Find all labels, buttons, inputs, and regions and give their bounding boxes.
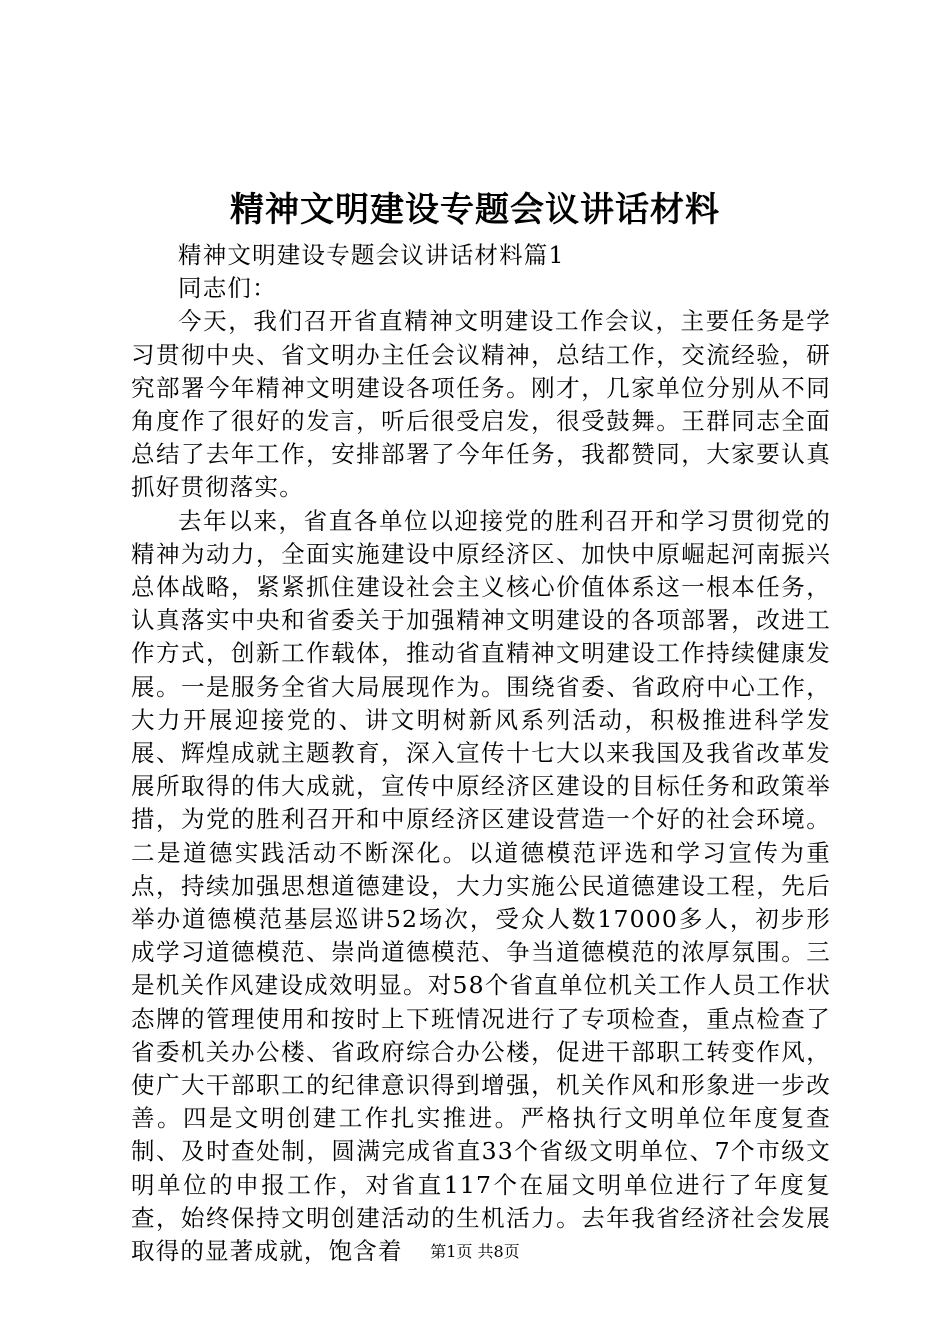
salutation-line: 同志们： (178, 274, 277, 303)
paragraph: 今天，我们召开省直精神文明建设工作会议，主要任务是学习贯彻中央、省文明办主任会议精神，总结工作，交流经验，研究部署今年精神文明建设各项任务。刚才，几家单位分别从不同角度作了很好的发言，听后很受启发，很受鼓舞。王群同志全面总结了去年工作，安排部署了今年任务，我都赞同，大家要认真抓好贯彻落实。 (131, 307, 831, 502)
page-footer: 第1页 共8页 (430, 1242, 520, 1261)
paragraph: 去年以来，省直各单位以迎接党的胜利召开和学习贯彻党的精神为动力，全面实施建设中原经济区、加快中原崛起河南振兴总体战略，紧紧抓住建设社会主义核心价值体系这一根本任务，认真落实中央和省委关于加强精神文明建设的各项部署，改进工作方式，创新工作载体，推动省直精神文明建设工作持续健康发展。一是服务全省大局展现作为。围绕省委、省政府中心工作，大力开展迎接党的、讲文明树新风系列活动，积极推进科学发展、辉煌成就主题教育，深入宣传十七大以来我国及我省改革发展所取得的伟大成就，宣传中原经济区建设的目标任务和政策举措，为党的胜利召开和中原经济区建设营造一个好的社会环境。二是道德实践活动不断深化。以道德模范评选和学习宣传为重点，持续加强思想道德建设，大力实施公民道德建设工程，先后举办道德模范基层巡讲52场次，受众人数17000多人，初步形成学习道德模范、崇尚道德模范、争当道德模范的浓厚氛围。三是机关作风建设成效明显。对58个省直单位机关工作人员工作状态牌的管理使用和按时上下班情况进行了专项检查，重点检查了省委机关办公楼、省政府综合办公楼，促进干部职工转变作风，使广大干部职工的纪律意识得到增强，机关作风和形象进一步改善。四是文明创建工作扎实推进。严格执行文明单位年度复查制、及时查处制，圆满完成省直33个省级文明单位、7个市级文明单位的申报工作，对省直117个在届文明单位进行了年度复查，始终保持文明创建活动的生机活力。去年我省经济社会发展取得的显著成就，饱含着 (131, 506, 831, 1266)
subtitle-line: 精神文明建设专题会议讲话材料篇1 (178, 241, 565, 269)
document-body (131, 239, 831, 1268)
document-title: 精神文明建设专题会议讲话材料 (230, 190, 720, 230)
